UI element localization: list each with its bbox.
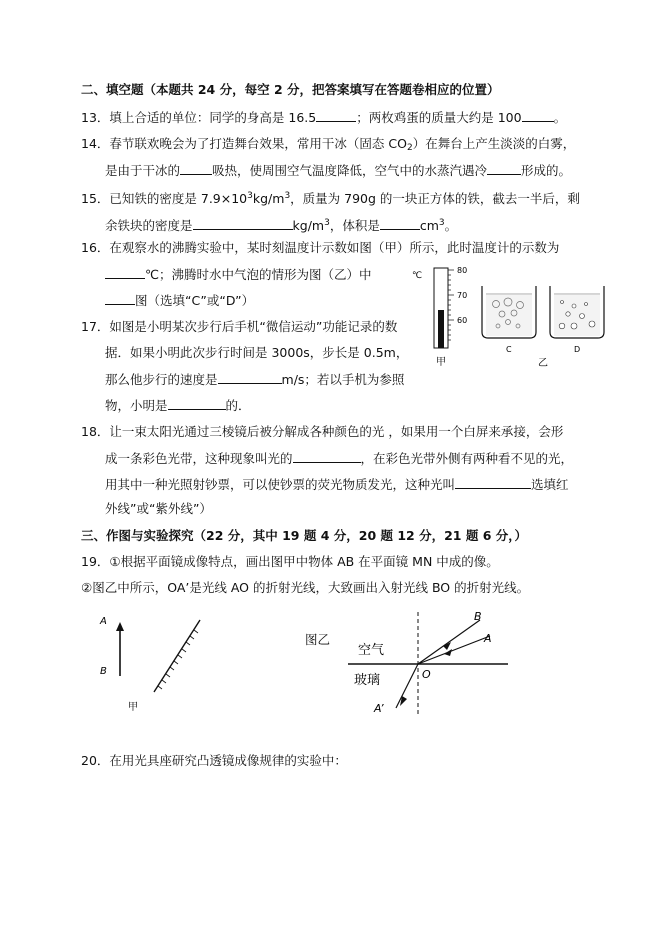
question-17-line-2: 据．如果小明此次步行时间是 3000s，步长是 0.5m， [105,345,409,360]
ray-bo [418,620,480,664]
question-18-line-3: 用其中一种光照射钞票，可以使钞票的荧光物质发光，这种光叫 选填红 [105,477,569,492]
label-b: B [474,610,482,623]
tick-label-80: 80 [457,266,468,275]
label-o: O [422,668,431,681]
answer-blank[interactable] [380,217,420,230]
answer-blank[interactable] [293,450,361,463]
figure-jia-caption: 甲 [128,702,138,713]
beakers-caption: 乙 [538,358,548,369]
beaker-c-label: C [506,345,512,354]
question-18-line-1: 18．让一束太阳光通过三棱镜后被分解成各种颜色的光 ，如果用一个白屏来承接，会形 [81,424,564,439]
label-b: B [100,666,107,677]
beakers-figure [478,280,610,370]
label-a: A [484,632,492,645]
thermometer-unit: ℃ [412,271,423,281]
question-14-line-2: 是由于干冰的 吸热，使周围空气温度降低，空气中的水蒸汽遇冷 形成的。 [105,163,572,178]
label-glass: 玻璃 [354,673,381,688]
answer-blank[interactable] [487,162,521,175]
answer-blank[interactable] [316,109,356,122]
answer-blank[interactable] [218,371,282,384]
thermometer-caption: 甲 [436,357,446,368]
section-3-title: 三、作图与实验探究（22 分，其中 19 题 4 分，20 题 12 分，21 题 6 分，） [81,528,527,543]
question-17-line-3: 那么他步行的速度是 m/s；若以手机为参照 [105,372,405,387]
question-17-line-1: 17．如图是小明某次步行后手机“微信运动”功能记录的数 [81,319,398,334]
label-air: 空气 [358,643,385,658]
question-16-line-1: 16．在观察水的沸腾实验中，某时刻温度计示数如图（甲）所示，此时温度计的示数为 [81,240,560,255]
question-16-line-2: ℃；沸腾时水中气泡的情形为图（乙）中 [105,266,372,283]
label-a: A [100,616,107,627]
question-15-line-1: 15．已知铁的密度是 $7.9\times 10^3kg/m^3$，质量为 790g 的一块正方体的铁，截去一半后，剩 [81,191,580,206]
question-19-line-2: ②图乙中所示，OA’是光线 AO 的折射光线，大致画出入射光线 BO 的折射光线。 [81,580,530,595]
answer-blank[interactable] [168,397,226,410]
tick-label-70: 70 [457,291,468,300]
question-14-line-1: 14．春节联欢晚会为了打造舞台效果，常用干冰（固态 $CO_2$）在舞台上产生淡淡的白雾， [81,136,576,153]
answer-blank[interactable] [105,266,145,279]
answer-blank[interactable] [522,109,554,122]
ray-ao [418,636,490,664]
question-18-line-4: 外线”或“紫外线”） [105,501,212,516]
question-20-line-1: 20．在用光具座研究凸透镜成像规律的实验中： [81,753,347,768]
ray-oa-prime [396,664,418,708]
object-arrowhead [116,622,124,631]
question-19-line-1: 19．①根据平面镜成像特点，画出图甲中物体 AB 在平面镜 MN 中成的像。 [81,554,499,569]
question-18-line-2: 成一条彩色光带，这种现象叫光的 ，在彩色光带外侧有两种看不见的光， [105,451,574,466]
figure-yi-refraction [340,608,520,718]
figure-jia-mirror [96,612,216,720]
label-a-prime: A’ [374,702,384,715]
question-17-line-4: 物，小明是 的． [105,398,251,413]
question-13: 13．填上合适的单位：同学的身高是 16.5 ；两枚鸡蛋的质量大约是 100 。 [81,110,567,125]
answer-blank[interactable] [193,217,293,230]
figure-yi-caption: 图乙 [305,632,331,647]
section-2-title: 二、填空题（本题共 24 分，每空 2 分，把答案填写在答题卷相应的位置） [81,82,500,97]
thermometer-figure [408,262,468,370]
beaker-d-label: D [574,345,581,354]
answer-blank[interactable] [180,162,212,175]
answer-blank[interactable] [105,292,135,305]
question-15-line-2: 余铁块的密度是 $kg/m^3$，体积是 $cm^3$。 [105,218,458,233]
tick-label-60: 60 [457,316,468,325]
question-16-line-3: 图（选填“C”或“D”） [105,292,254,309]
plane-mirror [154,620,200,692]
answer-blank[interactable] [455,476,531,489]
thermometer-liquid [438,310,444,348]
